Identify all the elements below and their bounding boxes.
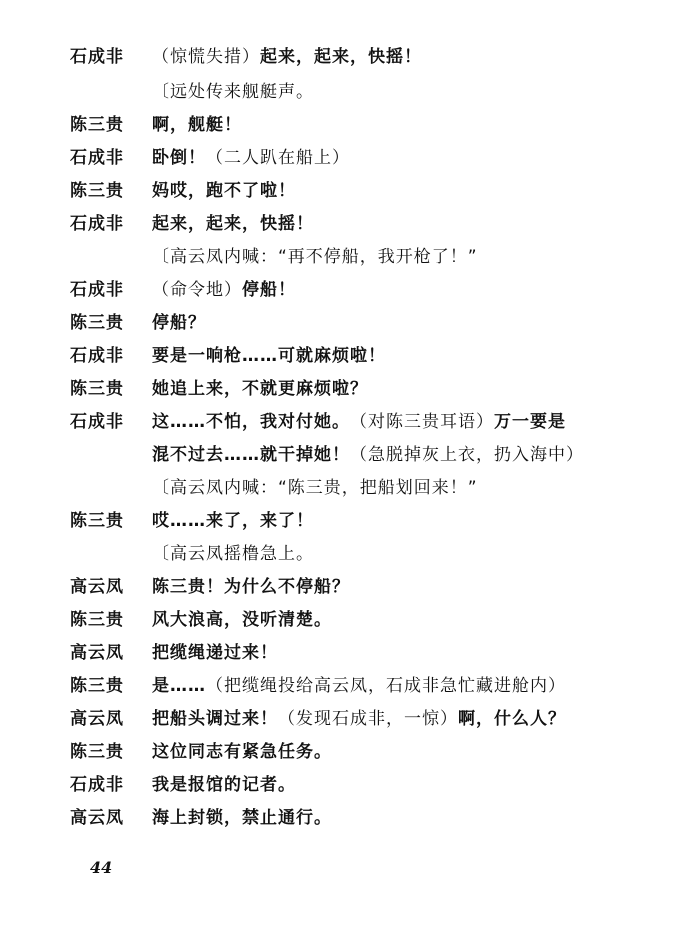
dialogue-continuation [70,438,690,472]
speaker-name: 石成非 [70,214,124,234]
speaker-name: 石成非 [70,47,124,67]
speech-text: 妈哎，跑不了啦！ [152,181,296,201]
dialogue-line [70,504,670,538]
stage-direction: 〔高云凤内喊：“再不停船，我开枪了！” [152,247,478,267]
speaker-name: 陈三贵 [70,742,124,762]
speech-text: 要是一响枪……可就麻烦啦！ [152,346,386,366]
stage-direction-line [70,240,690,274]
speech-text: 风大浪高，没听清楚。 [152,610,332,630]
speech-text: 这……不怕，我对付她。 [152,412,350,432]
speech-text: 卧倒！ [152,148,206,168]
dialogue-line [70,40,670,74]
speech-text: 啊，舰艇！ [152,115,242,135]
speaker-name: 陈三贵 [70,313,124,333]
stage-direction: （把缆绳投给高云凤，石成非急忙藏进舱内） [206,676,566,696]
stage-direction: 〔高云凤摇橹急上。 [152,544,314,564]
stage-direction: （二人趴在船上） [206,148,350,168]
speech-text: 把缆绳递过来！ [152,643,278,663]
dialogue-line [70,735,670,769]
speech-text: 停船？ [152,313,206,333]
stage-direction-line [70,537,690,571]
dialogue-line [70,603,670,637]
speech-text: 停船！ [242,280,296,300]
speech-text: 把船头调过来！ [152,709,278,729]
speaker-name: 石成非 [70,280,124,300]
speech-text: 哎……来了，来了！ [152,511,314,531]
speaker-name: 石成非 [70,412,124,432]
speaker-name: 陈三贵 [70,115,124,135]
speaker-name: 陈三贵 [70,181,124,201]
speaker-name: 石成非 [70,775,124,795]
speaker-name: 高云凤 [70,643,124,663]
speech-text: 海上封锁，禁止通行。 [152,808,332,828]
speech-text: 万一要是 [494,412,566,432]
speech-text: 陈三贵！为什么不停船？ [152,577,350,597]
stage-direction: （发现石成非，一惊） [278,709,458,729]
dialogue-line [70,702,670,736]
speech-text: 她追上来，不就更麻烦啦？ [152,379,368,399]
dialogue-line [70,669,670,703]
speech-text: 啊，什么人？ [458,709,566,729]
speaker-name: 陈三贵 [70,511,124,531]
stage-direction: （惊慌失措） [152,47,260,67]
stage-direction-line [70,471,690,505]
stage-direction-line [70,75,690,109]
speech-text: 我是报馆的记者。 [152,775,296,795]
speaker-name: 高云凤 [70,709,124,729]
speech-text: 混不过去……就干掉她！ [152,445,350,465]
dialogue-line [70,207,670,241]
speech-text: 起来，起来，快摇！ [260,47,422,67]
dialogue-line [70,768,670,802]
stage-direction: （急脱掉灰上衣，扔入海中） [350,445,584,465]
dialogue-line [70,108,670,142]
speech-text: 是…… [152,676,206,696]
stage-direction: 〔远处传来舰艇声。 [152,82,314,102]
dialogue-line [70,570,670,604]
speech-text: 这位同志有紧急任务。 [152,742,332,762]
dialogue-line [70,174,670,208]
dialogue-line [70,372,670,406]
dialogue-line [70,273,670,307]
dialogue-line [70,339,670,373]
stage-direction: 〔高云凤内喊：“陈三贵，把船划回来！” [152,478,478,498]
speaker-name: 高云凤 [70,808,124,828]
dialogue-line [70,405,670,439]
dialogue-line [70,636,670,670]
dialogue-line [70,801,670,835]
stage-direction: （对陈三贵耳语） [350,412,494,432]
speech-text: 起来，起来，快摇！ [152,214,314,234]
speaker-name: 高云凤 [70,577,124,597]
speaker-name: 石成非 [70,346,124,366]
speaker-name: 陈三贵 [70,379,124,399]
speaker-name: 陈三贵 [70,676,124,696]
speaker-name: 陈三贵 [70,610,124,630]
stage-direction: （命令地） [152,280,242,300]
dialogue-line [70,306,670,340]
dialogue-line [70,141,670,175]
speaker-name: 石成非 [70,148,124,168]
page-number: 44 [90,858,113,877]
